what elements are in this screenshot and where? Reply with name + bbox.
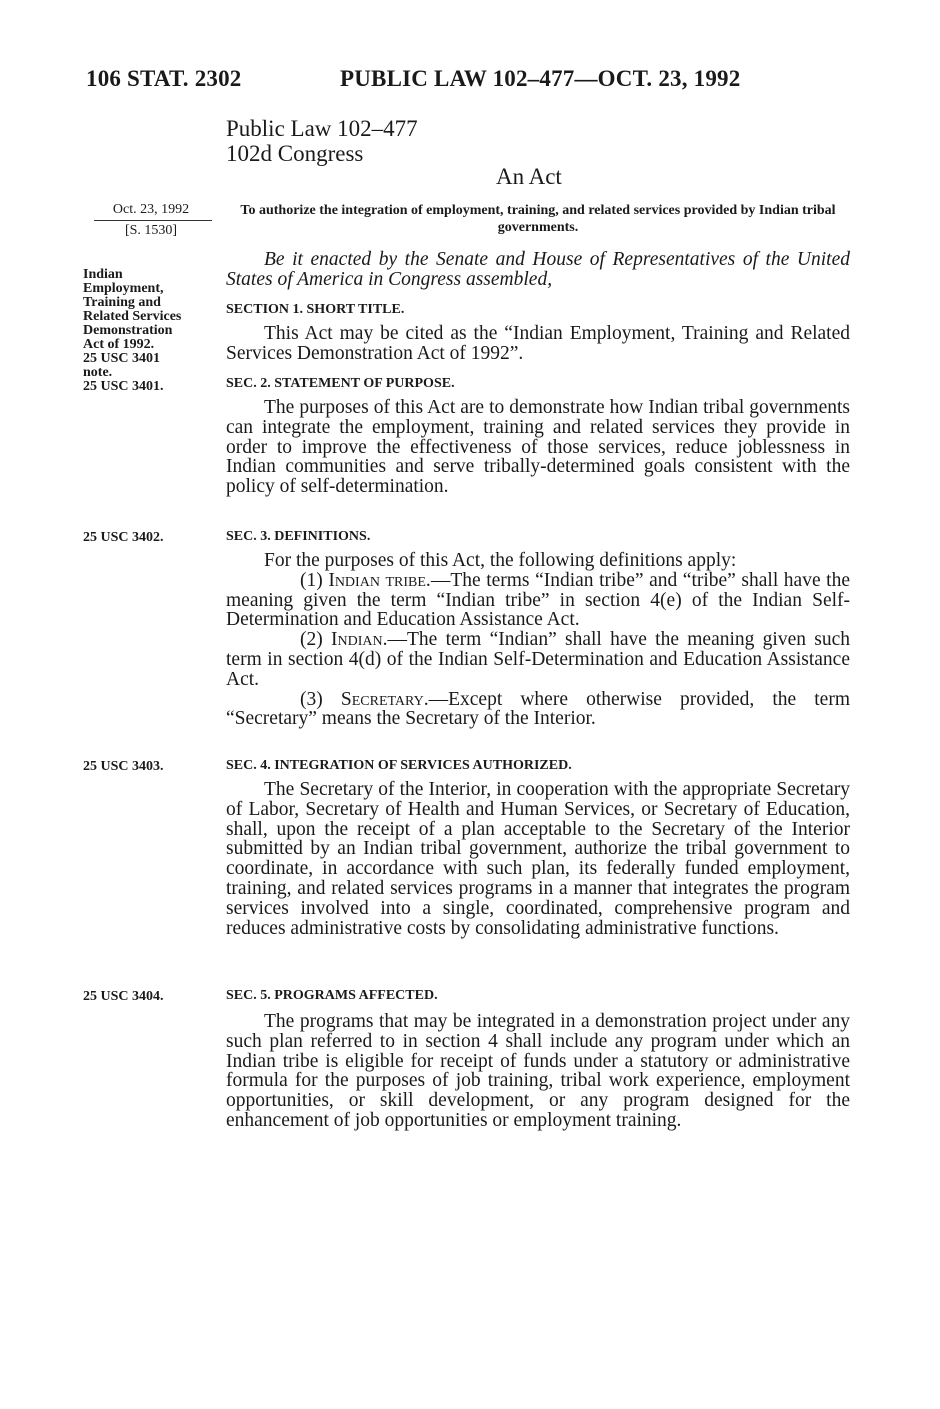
definition-text: —Except where otherwise provided, the term “Secretary” means the Secretary of the Interior. bbox=[226, 688, 851, 730]
enacting-clause bbox=[226, 250, 850, 290]
definition-text: —The terms “Indian tribe” and “tribe” shall have the meaning given the term “Indian tribe” in section 4(e) of the Indian Self-Determination and Education Assistance Act. bbox=[226, 569, 850, 631]
definition-secretary bbox=[226, 690, 850, 730]
margin-line: 25 USC 3401 bbox=[83, 351, 161, 366]
margin-line: Employment, bbox=[83, 281, 164, 296]
margin-line: Act of 1992. bbox=[83, 337, 155, 352]
section-4-heading: SEC. 4. INTEGRATION OF SERVICES AUTHORIZED. bbox=[226, 758, 572, 773]
public-law-number: Public Law 102–477 bbox=[226, 116, 418, 141]
an-act-heading: An Act bbox=[496, 164, 562, 189]
enactment-date-block bbox=[90, 200, 212, 241]
section-3-heading: SEC. 3. DEFINITIONS. bbox=[226, 529, 371, 544]
enacting-clause-text: Be it enacted by the Senate and House of Representatives of the United States of America in Congress assembled, bbox=[226, 249, 850, 290]
section-1-heading: SECTION 1. SHORT TITLE. bbox=[226, 302, 405, 317]
congress-number: 102d Congress bbox=[226, 141, 364, 166]
page-stat-number: 106 STAT. 2302 bbox=[86, 66, 242, 91]
section-4-body bbox=[226, 780, 850, 938]
margin-line: Demonstration bbox=[83, 323, 173, 338]
long-title: To authorize the integration of employment, training, and related services provided by Indian tribal governments. bbox=[240, 203, 836, 235]
section-4-text: The Secretary of the Interior, in cooperation with the appropriate Secretary of Labor, Secretary of Health and Human Services, or Secretary of Education, shall, upon the receipt of a plan acceptable to the Secretary of the Interior submitted by an Indian tribal government, authorize the tribal government to coordinate, in accordance with such plan, its federally funded employment, training, and related services programs in a manner that integrates the program services involved into a single, coordinated, comprehensive program and reduces administrative costs by consolidating administrative functions. bbox=[226, 779, 850, 939]
definition-text: —The term “Indian” shall have the meaning given such term in section 4(d) of the Indian Self-Determination and Education Assistance Act. bbox=[226, 629, 851, 690]
margin-usc-3402: 25 USC 3402. bbox=[83, 530, 164, 545]
margin-usc-3401: 25 USC 3401. bbox=[83, 379, 164, 394]
section-5-heading: SEC. 5. PROGRAMS AFFECTED. bbox=[226, 988, 438, 1003]
definition-term: Indian tribe. bbox=[328, 569, 431, 591]
definition-number: (2) bbox=[300, 629, 323, 651]
definition-indian-tribe bbox=[226, 571, 850, 630]
margin-line: Training and bbox=[83, 295, 161, 310]
definition-indian bbox=[226, 630, 850, 689]
margin-line: note. bbox=[83, 365, 113, 380]
definition-term: Secretary. bbox=[340, 688, 429, 710]
definition-number: (1) bbox=[300, 569, 323, 591]
law-title-block bbox=[226, 116, 418, 166]
section-3-body bbox=[226, 551, 850, 729]
enactment-date: Oct. 23, 1992 bbox=[112, 202, 190, 217]
section-2-body bbox=[226, 398, 850, 497]
margin-usc-3403: 25 USC 3403. bbox=[83, 759, 164, 774]
definition-number: (3) bbox=[300, 688, 323, 710]
definition-term: Indian. bbox=[331, 629, 388, 651]
section-1-body bbox=[226, 324, 850, 364]
section-2-heading: SEC. 2. STATEMENT OF PURPOSE. bbox=[226, 376, 455, 391]
section-5-body bbox=[226, 1012, 850, 1131]
running-title: PUBLIC LAW 102–477—OCT. 23, 1992 bbox=[340, 66, 741, 91]
margin-usc-3404: 25 USC 3404. bbox=[83, 989, 164, 1004]
section-3-intro: For the purposes of this Act, the following definitions apply: bbox=[264, 550, 737, 571]
section-5-text: The programs that may be integrated in a demonstration project under any such plan referred to in section 4 shall include any program under which an Indian tribe is eligible for receipt of funds under a statutory or administrative formula for the purposes of job training, tribal work experience, employment opportunities, or skill development, or any program designed for the enhancement of job opportunities or employment training. bbox=[226, 1011, 850, 1131]
bill-number: [S. 1530] bbox=[124, 223, 178, 238]
margin-line: Indian bbox=[83, 267, 123, 282]
margin-line: Related Services bbox=[83, 309, 182, 324]
section-2-text: The purposes of this Act are to demonstrate how Indian tribal governments can integrate the employment, training and related services they provide in order to improve the effectiveness of those services, reduce joblessness in Indian communities and serve tribally-determined goals consistent with the policy of self-determination. bbox=[226, 397, 850, 498]
section-1-text: This Act may be cited as the “Indian Employment, Training and Related Services Demonstration Act of 1992”. bbox=[226, 323, 850, 364]
margin-note-short-title bbox=[83, 268, 213, 394]
